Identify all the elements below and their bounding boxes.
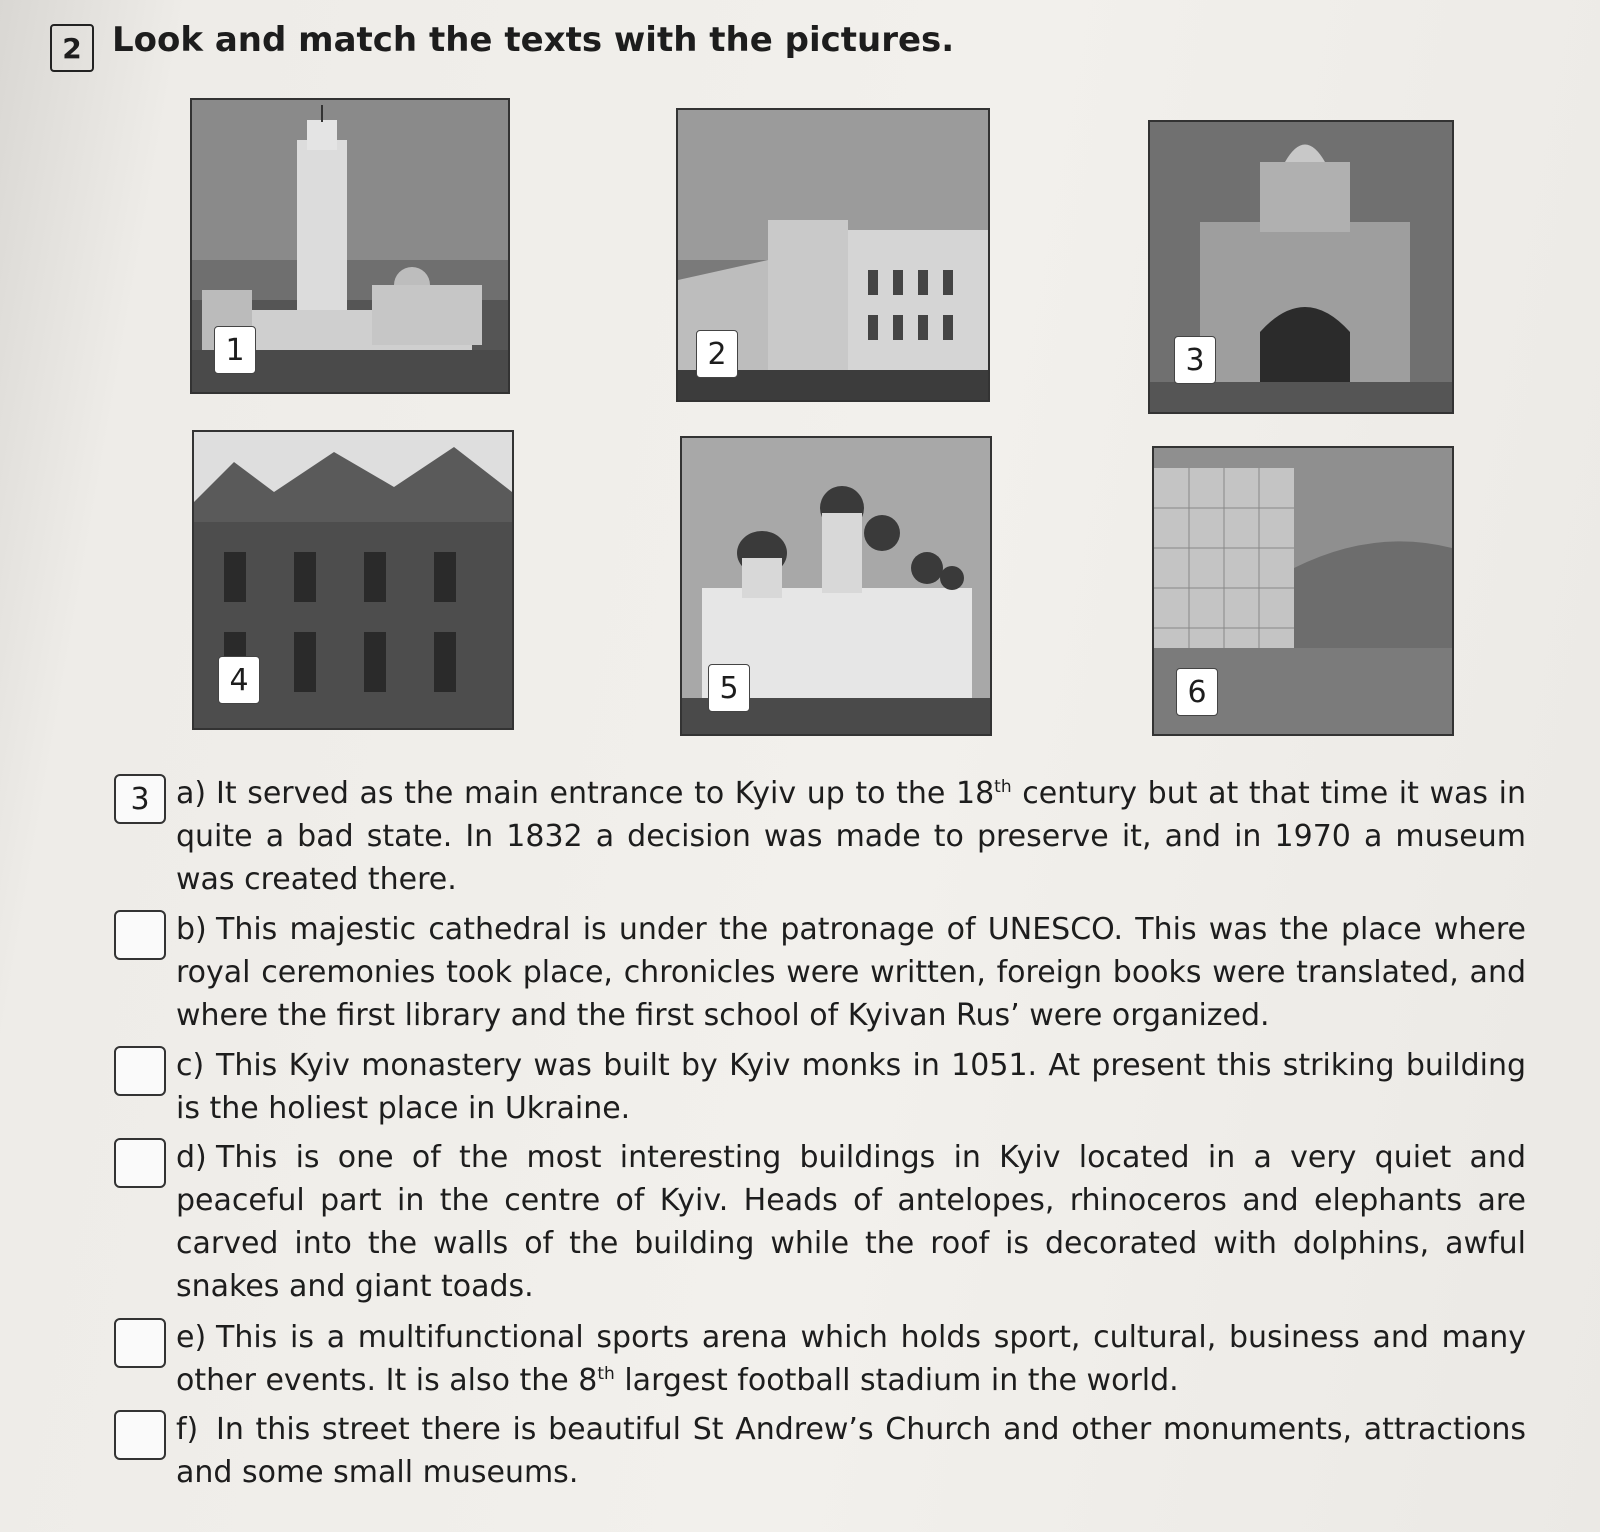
answer-box-d[interactable]	[114, 1138, 166, 1188]
picture-monastery	[190, 98, 510, 394]
list-item	[114, 1408, 1534, 1498]
item-text-d: d) This is one of the most interesting buildings in Kyiv located in a very quiet and peaceful part in the centre of Kyiv. Heads of antelopes, rhinoceros and elephants are carved into the walls of the building while the roof is decorated with dolphins, awful snakes and giant toads.	[176, 1140, 1526, 1304]
item-text-e: e) This is a multifunctional sports arena which holds sport, cultural, business and many other events. It is also the 8th largest football stadium in the world.	[176, 1320, 1526, 1398]
answer-box-b[interactable]	[114, 910, 166, 960]
list-item	[114, 1316, 1534, 1406]
picture-street	[676, 108, 990, 402]
answer-box-c[interactable]	[114, 1046, 166, 1096]
picture-label-6: 6	[1176, 668, 1218, 716]
list-item	[114, 908, 1534, 1038]
picture-label-1: 1	[214, 326, 256, 374]
picture-house	[192, 430, 514, 730]
answer-box-e[interactable]	[114, 1318, 166, 1368]
list-item	[114, 1044, 1534, 1134]
picture-cathedral	[680, 436, 992, 736]
picture-label-4: 4	[218, 656, 260, 704]
answer-box-a[interactable]: 3	[114, 774, 166, 824]
item-text-b: b) This majestic cathedral is under the patronage of UNESCO. This was the place where royal ceremonies took place, chronicles were written, foreign books were translated, and where the first library and the first school of Kyivan Rus’ were organized.	[176, 912, 1526, 1033]
picture-label-2: 2	[696, 330, 738, 378]
list-item	[114, 772, 1534, 902]
exercise-number: 2	[50, 24, 94, 72]
list-item	[114, 1136, 1534, 1308]
item-text-a: a) It served as the main entrance to Kyiv up to the 18th century but at that time it was in quite a bad state. In 1832 a decision was made to preserve it, and in 1970 a museum was created there.	[176, 776, 1526, 897]
picture-label-5: 5	[708, 664, 750, 712]
item-text-f: f) In this street there is beautiful St Andrew’s Church and other monuments, attractions and some small museums.	[176, 1412, 1526, 1490]
item-text-c: c) This Kyiv monastery was built by Kyiv monks in 1051. At present this striking building is the holiest place in Ukraine.	[176, 1048, 1526, 1126]
picture-label-3: 3	[1174, 336, 1216, 384]
exercise-instruction: Look and match the texts with the pictures.	[112, 20, 955, 60]
picture-gate	[1148, 120, 1454, 414]
picture-stadium	[1152, 446, 1454, 736]
answer-box-f[interactable]	[114, 1410, 166, 1460]
